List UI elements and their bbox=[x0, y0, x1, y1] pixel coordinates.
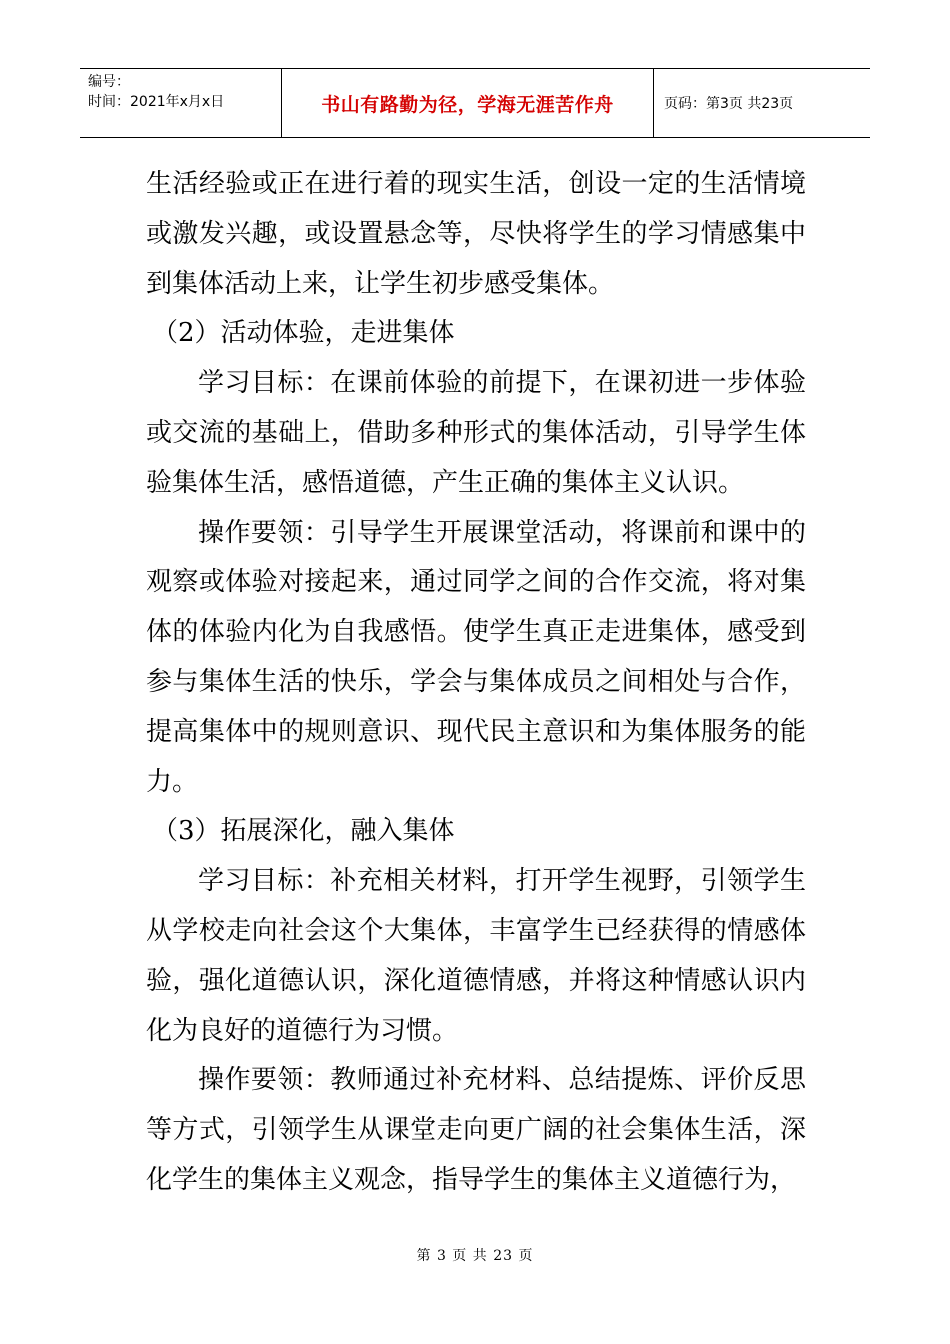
paragraph-continued: 生活经验或正在进行着的现实生活，创设一定的生活情境或激发兴趣，或设置悬念等，尽快将学生的学习情感集中到集体活动上来，让学生初步感受集体。 bbox=[146, 169, 806, 299]
paragraph-operation-3: 操作要领：教师通过补充材料、总结提炼、评价反思等方式，引领学生从课堂走向更广阔的社会集体生活，深化学生的集体主义观念，指导学生的集体主义道德行为， bbox=[146, 1065, 806, 1195]
section-heading-3: （3）拓展深化，融入集体 bbox=[152, 816, 455, 847]
number-label: 编号： bbox=[88, 74, 130, 90]
time-label: 时间：2021年x月x日 bbox=[88, 94, 225, 110]
document-body bbox=[146, 160, 806, 1206]
document-header bbox=[80, 68, 870, 138]
page-footer: 第 3 页 共 23 页 bbox=[416, 1248, 534, 1264]
paragraph-learning-goal-2: 学习目标：在课前体验的前提下，在课初进一步体验或交流的基础上，借助多种形式的集体活动，引导学生体验集体生活，感悟道德，产生正确的集体主义认识。 bbox=[146, 368, 806, 498]
paragraph-operation-2: 操作要领：引导学生开展课堂活动，将课前和课中的观察或体验对接起来，通过同学之间的合作交流，将对集体的体验内化为自我感悟。使学生真正走进集体，感受到参与集体生活的快乐，学会与集体成员之间相处与合作，提高集体中的规则意识、现代民主意识和为集体服务的能力。 bbox=[146, 517, 806, 797]
header-meta bbox=[80, 69, 282, 137]
header-page-info: 页码：第3页 共23页 bbox=[664, 96, 794, 112]
section-heading-2: （2）活动体验，走进集体 bbox=[152, 318, 455, 349]
header-motto: 书山有路勤为径，学海无涯苦作舟 bbox=[282, 69, 654, 137]
paragraph-learning-goal-3: 学习目标：补充相关材料，打开学生视野，引领学生从学校走向社会这个大集体，丰富学生已经获得的情感体验，强化道德认识，深化道德情感，并将这种情感认识内化为良好的道德行为习惯。 bbox=[146, 866, 806, 1046]
